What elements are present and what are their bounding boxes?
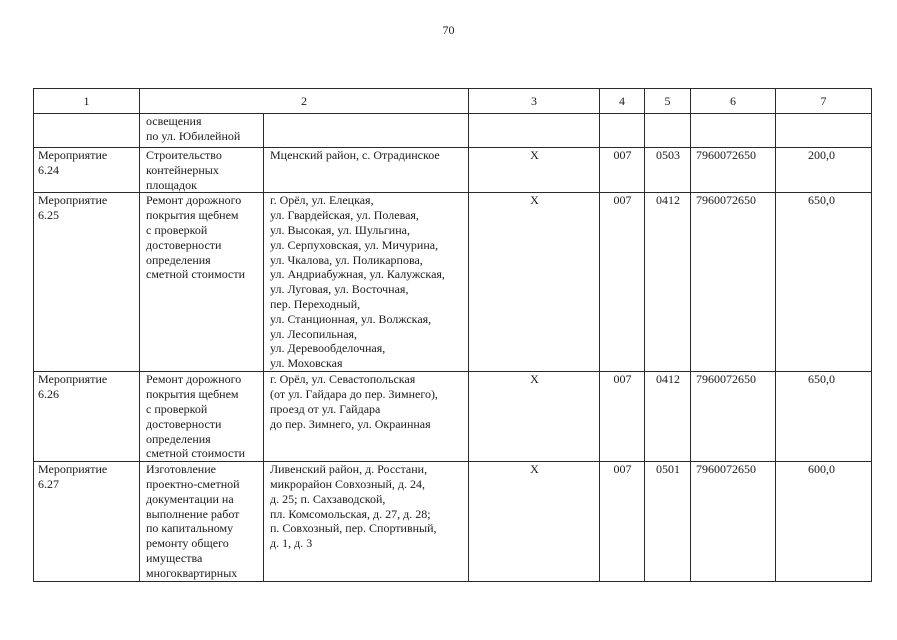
location-cell-line: ул. Моховская	[270, 356, 343, 371]
location-cell-line: ул. Андриабужная, ул. Калужская,	[270, 267, 445, 282]
header-cell-2: 2	[140, 89, 469, 114]
location-cell-line: г. Орёл, ул. Севастопольская	[270, 372, 416, 387]
activity-name-cell-line: 6.25	[38, 208, 59, 223]
activity-description-cell-line: достоверности	[146, 416, 222, 431]
activity-description-cell-line: документации на	[146, 491, 234, 506]
table-row	[34, 148, 872, 193]
location-cell-line: ул. Высокая, ул. Шульгина,	[270, 222, 410, 237]
location-cell-line: микрорайон Совхозный, д. 24,	[270, 476, 425, 491]
location-cell-line: Мценский район, с. Отрадинское	[270, 148, 440, 162]
activity-name-cell-line: Мероприятие	[38, 193, 108, 208]
activity-description-cell-line: с проверкой	[146, 401, 208, 416]
col4-cell: 007	[600, 148, 645, 193]
activity-description-cell-line: проектно-сметной	[146, 476, 240, 491]
activity-description-cell-line: освещения	[146, 114, 202, 128]
activity-description-cell-line: контейнерных	[146, 162, 219, 177]
col7-cell: 650,0	[776, 193, 872, 372]
col4-cell: 007	[600, 372, 645, 462]
activity-description-cell-line: Ремонт дорожного	[146, 193, 242, 208]
table-row	[34, 193, 872, 372]
activity-name-cell	[34, 114, 140, 148]
activity-description-cell-line: покрытия щебнем	[146, 208, 239, 223]
location-cell-line: ул. Деревообделочная,	[270, 341, 386, 356]
col5-cell: 0503	[645, 148, 691, 193]
header-row	[34, 89, 872, 114]
col4-cell: 007	[600, 462, 645, 581]
activity-name-cell	[34, 372, 140, 462]
col6-cell: 7960072650	[691, 193, 776, 372]
col7-cell: 200,0	[776, 148, 872, 193]
col7-cell: 650,0	[776, 372, 872, 462]
activity-description-cell	[140, 462, 264, 581]
location-cell-line: г. Орёл, ул. Елецкая,	[270, 193, 374, 208]
col6-cell: 7960072650	[691, 372, 776, 462]
activity-name-cell-line: Мероприятие	[38, 372, 108, 387]
activity-name-cell-line: Мероприятие	[38, 462, 108, 477]
activity-description-cell-line: выполнение работ	[146, 506, 240, 521]
col5-cell: 0412	[645, 193, 691, 372]
activity-description-cell-line: многоквартирных	[146, 565, 238, 580]
location-cell-line: пер. Переходный,	[270, 296, 361, 311]
location-cell-line: ул. Станционная, ул. Волжская,	[270, 311, 432, 326]
col6-cell	[691, 114, 776, 148]
col7-cell	[776, 114, 872, 148]
location-cell-line: ул. Луговая, ул. Восточная,	[270, 282, 409, 297]
activity-description-cell-line: имущества	[146, 550, 203, 565]
col3-cell	[469, 114, 600, 148]
activity-name-cell-line: 6.24	[38, 162, 59, 177]
col3-cell: Х	[469, 148, 600, 193]
location-cell-line: ул. Чкалова, ул. Поликарпова,	[270, 252, 423, 267]
col4-cell	[600, 114, 645, 148]
col5-cell: 0412	[645, 372, 691, 462]
activity-description-cell-line: по капитальному	[146, 521, 234, 536]
table-row	[34, 372, 872, 462]
activity-description-cell-line: определения	[146, 252, 211, 267]
activity-description-cell-line: достоверности	[146, 237, 222, 252]
location-cell-line: проезд от ул. Гайдара	[270, 401, 381, 416]
activity-name-cell	[34, 193, 140, 372]
location-cell	[264, 193, 469, 372]
header-cell-3: 3	[469, 89, 600, 114]
activity-description-cell-line: сметной стоимости	[146, 267, 246, 282]
location-cell-line: до пер. Зимнего, ул. Окраинная	[270, 416, 431, 431]
activity-description-cell	[140, 372, 264, 462]
activity-name-cell-line: 6.26	[38, 387, 59, 402]
col7-cell: 600,0	[776, 462, 872, 581]
table-row	[34, 114, 872, 148]
activity-name-cell-line: Мероприятие	[38, 148, 108, 162]
location-cell-line: пл. Комсомольская, д. 27, д. 28;	[270, 506, 431, 521]
col6-cell: 7960072650	[691, 462, 776, 581]
location-cell	[264, 114, 469, 148]
col3-cell: Х	[469, 372, 600, 462]
data-table	[33, 88, 872, 582]
location-cell-line: п. Совхозный, пер. Спортивный,	[270, 521, 437, 536]
col4-cell: 007	[600, 193, 645, 372]
activity-name-cell-line: 6.27	[38, 476, 59, 491]
header-cell-1: 1	[34, 89, 140, 114]
activity-description-cell	[140, 193, 264, 372]
activity-description-cell-line: с проверкой	[146, 222, 208, 237]
activity-name-cell	[34, 462, 140, 581]
activity-description-cell-line: сметной стоимости	[146, 446, 246, 461]
header-cell-7: 7	[776, 89, 872, 114]
location-cell-line: Ливенский район, д. Росстани,	[270, 462, 428, 477]
header-cell-4: 4	[600, 89, 645, 114]
location-cell-line: (от ул. Гайдара до пер. Зимнего),	[270, 387, 438, 402]
col3-cell: Х	[469, 193, 600, 372]
activity-description-cell-line: Строительство	[146, 148, 222, 162]
location-cell-line: ул. Лесопильная,	[270, 326, 358, 341]
activity-description-cell-line: определения	[146, 431, 211, 446]
header-cell-6: 6	[691, 89, 776, 114]
activity-description-cell	[140, 114, 264, 148]
activity-description-cell-line: ремонту общего	[146, 536, 229, 551]
col5-cell: 0501	[645, 462, 691, 581]
activity-description-cell-line: Изготовление	[146, 462, 216, 477]
location-cell	[264, 462, 469, 581]
header-cell-5: 5	[645, 89, 691, 114]
location-cell	[264, 148, 469, 193]
col6-cell: 7960072650	[691, 148, 776, 193]
location-cell-line: д. 25; п. Сахзаводской,	[270, 491, 386, 506]
activity-name-cell	[34, 148, 140, 193]
activity-description-cell-line: площадок	[146, 177, 197, 192]
location-cell-line: ул. Серпуховская, ул. Мичурина,	[270, 237, 439, 252]
activity-description-cell	[140, 148, 264, 193]
activity-description-cell-line: Ремонт дорожного	[146, 372, 242, 387]
location-cell-line: ул. Гвардейская, ул. Полевая,	[270, 208, 419, 223]
location-cell-line: д. 1, д. 3	[270, 536, 313, 551]
activity-description-cell-line: по ул. Юбилейной	[146, 128, 241, 143]
col3-cell: Х	[469, 462, 600, 581]
activity-description-cell-line: покрытия щебнем	[146, 387, 239, 402]
location-cell	[264, 372, 469, 462]
col5-cell	[645, 114, 691, 148]
table-row	[34, 462, 872, 581]
page-number: 70	[442, 23, 455, 37]
